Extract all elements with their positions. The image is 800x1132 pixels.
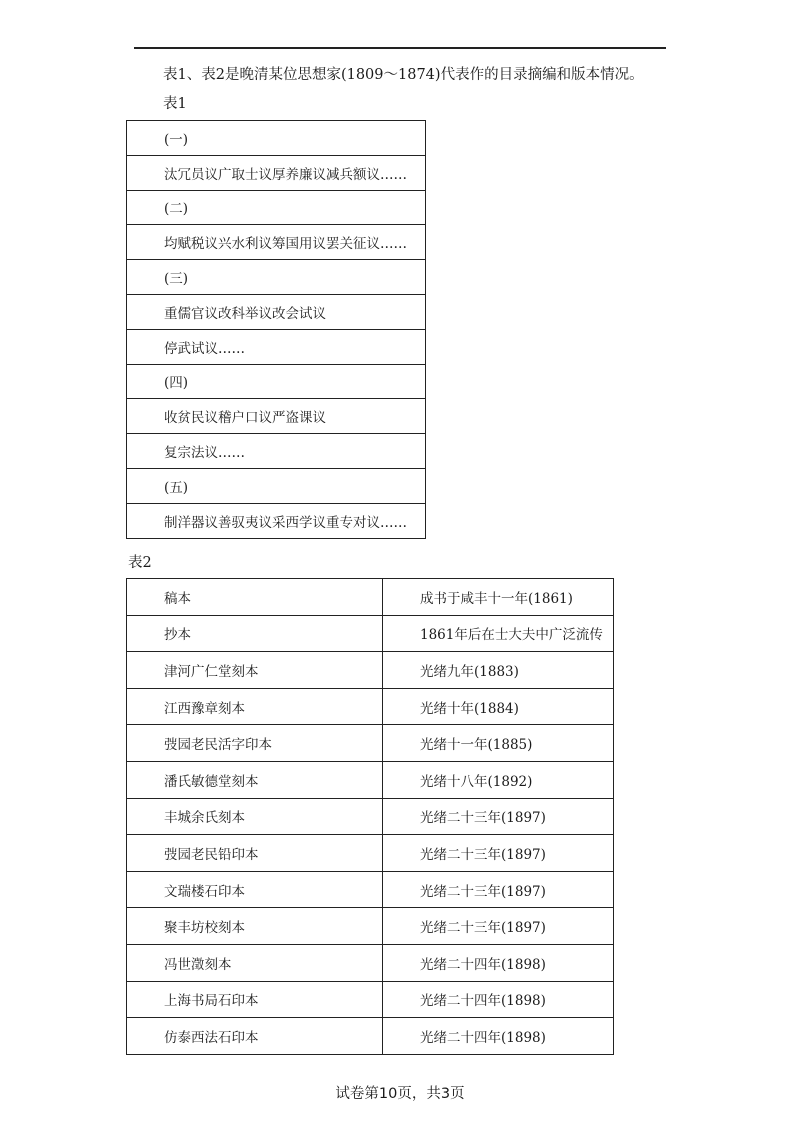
table-row [127,329,426,364]
header-rule [134,47,666,49]
edition-name-cell: 聚丰坊校刻本 [127,908,383,945]
table-row [127,190,426,225]
table-cell: 复宗法议…… [127,434,426,469]
table-row [127,1018,614,1055]
table-cell: (四) [127,364,426,399]
table-cell: (一) [127,121,426,156]
edition-name-cell: 津河广仁堂刻本 [127,652,383,689]
table-row [127,399,426,434]
table-cell: 重儒官议改科举议改会试议 [127,294,426,329]
table-row [127,981,614,1018]
table-cell: (二) [127,190,426,225]
table-row [127,468,426,503]
edition-name-cell: 江西豫章刻本 [127,688,383,725]
table-cell: 均赋税议兴水利议筹国用议罢关征议…… [127,225,426,260]
edition-date-cell: 光绪二十三年(1897) [383,871,614,908]
table-row [127,615,614,652]
edition-name-cell: 潘氏敏德堂刻本 [127,761,383,798]
edition-date-cell: 1861年后在士大夫中广泛流传 [383,615,614,652]
edition-date-cell: 光绪二十三年(1897) [383,835,614,872]
edition-date-cell: 光绪二十四年(1898) [383,981,614,1018]
edition-name-cell: 文瑞楼石印本 [127,871,383,908]
table-cell: 收贫民议稽户口议严盗课议 [127,399,426,434]
table-row [127,944,614,981]
table-cell: 汰冗员议广取士议厚养廉议减兵额议…… [127,155,426,190]
table-row [127,761,614,798]
table-row [127,871,614,908]
table-row [127,434,426,469]
table1-catalog [126,120,426,539]
edition-name-cell: 上海书局石印本 [127,981,383,1018]
edition-name-cell: 丰城余氏刻本 [127,798,383,835]
table-row [127,155,426,190]
edition-date-cell: 光绪九年(1883) [383,652,614,689]
table2-editions [126,578,614,1055]
edition-name-cell: 弢园老民活字印本 [127,725,383,762]
page-footer: 试卷第10页，共3页 [335,1086,465,1102]
table-row [127,579,614,616]
table-row [127,835,614,872]
edition-date-cell: 光绪十八年(1892) [383,761,614,798]
table-row [127,725,614,762]
edition-name-cell: 稿本 [127,579,383,616]
table-row [127,652,614,689]
intro-text: 表1、表2是晚清某位思想家(1809～1874)代表作的目录摘编和版本情况。 [163,67,644,83]
table-row [127,225,426,260]
edition-name-cell: 抄本 [127,615,383,652]
table-row [127,798,614,835]
edition-date-cell: 光绪二十三年(1897) [383,908,614,945]
table-row [127,294,426,329]
table-row [127,364,426,399]
edition-date-cell: 成书于咸丰十一年(1861) [383,579,614,616]
table2-caption: 表2 [128,555,152,571]
table-cell: 制洋器议善驭夷议采西学议重专对议…… [127,503,426,538]
table1-caption: 表1 [163,96,187,112]
table-row [127,908,614,945]
table-cell: (三) [127,260,426,295]
edition-date-cell: 光绪十一年(1885) [383,725,614,762]
table-row [127,688,614,725]
table-row [127,503,426,538]
table-cell: (五) [127,468,426,503]
edition-date-cell: 光绪二十四年(1898) [383,1018,614,1055]
edition-name-cell: 仿泰西法石印本 [127,1018,383,1055]
edition-name-cell: 弢园老民铅印本 [127,835,383,872]
table-row [127,260,426,295]
table-cell: 停武试议…… [127,329,426,364]
edition-date-cell: 光绪二十四年(1898) [383,944,614,981]
edition-date-cell: 光绪十年(1884) [383,688,614,725]
edition-name-cell: 冯世澂刻本 [127,944,383,981]
edition-date-cell: 光绪二十三年(1897) [383,798,614,835]
table-row [127,121,426,156]
